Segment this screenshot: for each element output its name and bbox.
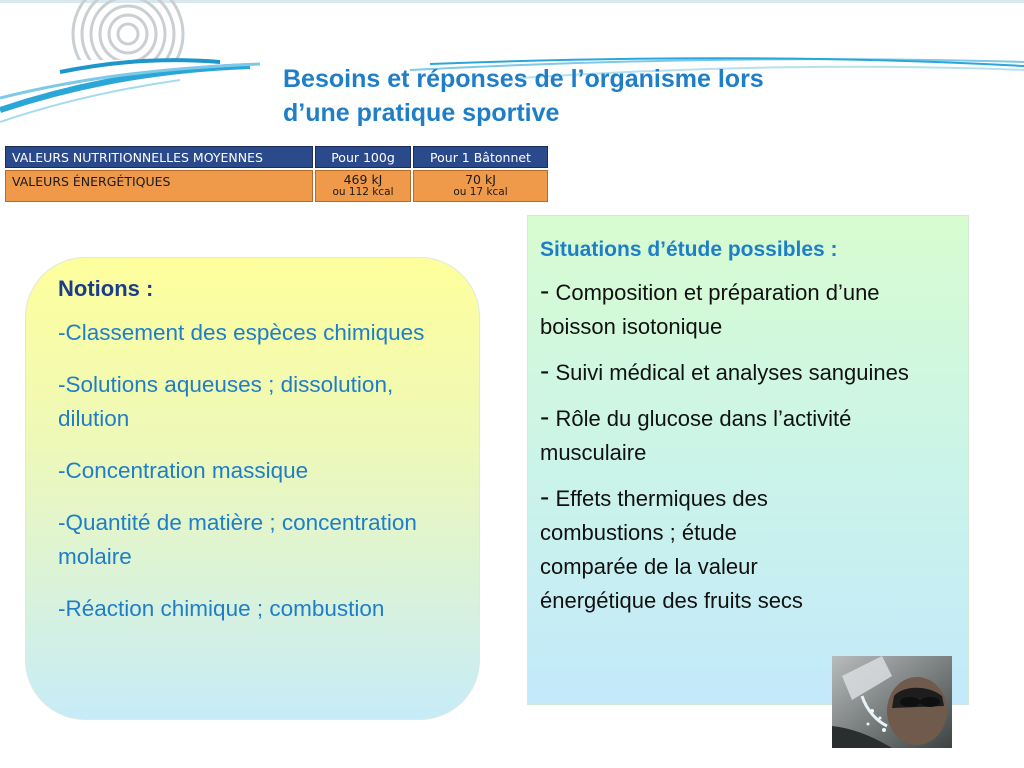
nutrition-col1-value: 469 kJ (343, 172, 383, 187)
bullet-dash: - (540, 355, 550, 386)
nutrition-col1-value-cell (315, 170, 411, 202)
notions-title: Notions : (58, 276, 154, 301)
situation-text: Effets thermiques des combustions ; étude comparée de la valeur énergétique des fruits secs (540, 486, 803, 613)
notion-item: -Réaction chimique ; combustion (58, 596, 385, 621)
bullet-dash: - (540, 481, 550, 512)
nutrition-row-label: VALEURS ÉNERGÉTIQUES (5, 170, 313, 202)
nutrition-col2-sub: ou 17 kcal (453, 186, 508, 198)
situation-text: Rôle du glucose dans l’activité musculaire (540, 406, 852, 465)
nutrition-col2-value: 70 kJ (465, 172, 496, 187)
situations-box (527, 215, 969, 705)
situation-text: Suivi médical et analyses sanguines (555, 360, 909, 385)
bullet-dash: - (540, 401, 550, 432)
situation-item (540, 400, 956, 470)
title-line-1: Besoins et réponses de l’organisme lors (283, 65, 764, 93)
nutrition-table (3, 143, 550, 201)
bullet-dash: - (540, 275, 550, 306)
page-title (283, 62, 983, 130)
nutrition-header-label: VALEURS NUTRITIONNELLES MOYENNES (5, 146, 313, 168)
situation-item (540, 274, 956, 344)
nutrition-col1-sub: ou 112 kcal (332, 186, 394, 198)
situation-item (540, 354, 956, 390)
situation-text: Composition et préparation d’une boisson isotonique (540, 280, 880, 339)
title-line-2: d’une pratique sportive (283, 99, 560, 127)
notion-item: -Concentration massique (58, 458, 309, 483)
athlete-drinking-photo (832, 656, 952, 748)
notions-box (25, 257, 480, 720)
notion-item: -Solutions aqueuses ; dissolution, dilution (58, 372, 394, 431)
nutrition-col1-header: Pour 100g (315, 146, 411, 168)
notion-item: -Classement des espèces chimiques (58, 320, 425, 345)
situations-title: Situations d’étude possibles : (540, 238, 838, 261)
situation-item (540, 480, 956, 618)
nutrition-col2-value-cell (413, 170, 548, 202)
nutrition-col2-header: Pour 1 Bâtonnet (413, 146, 548, 168)
notion-item: -Quantité de matière ; concentration molaire (58, 510, 417, 569)
athlete-photo-icon (832, 656, 952, 748)
